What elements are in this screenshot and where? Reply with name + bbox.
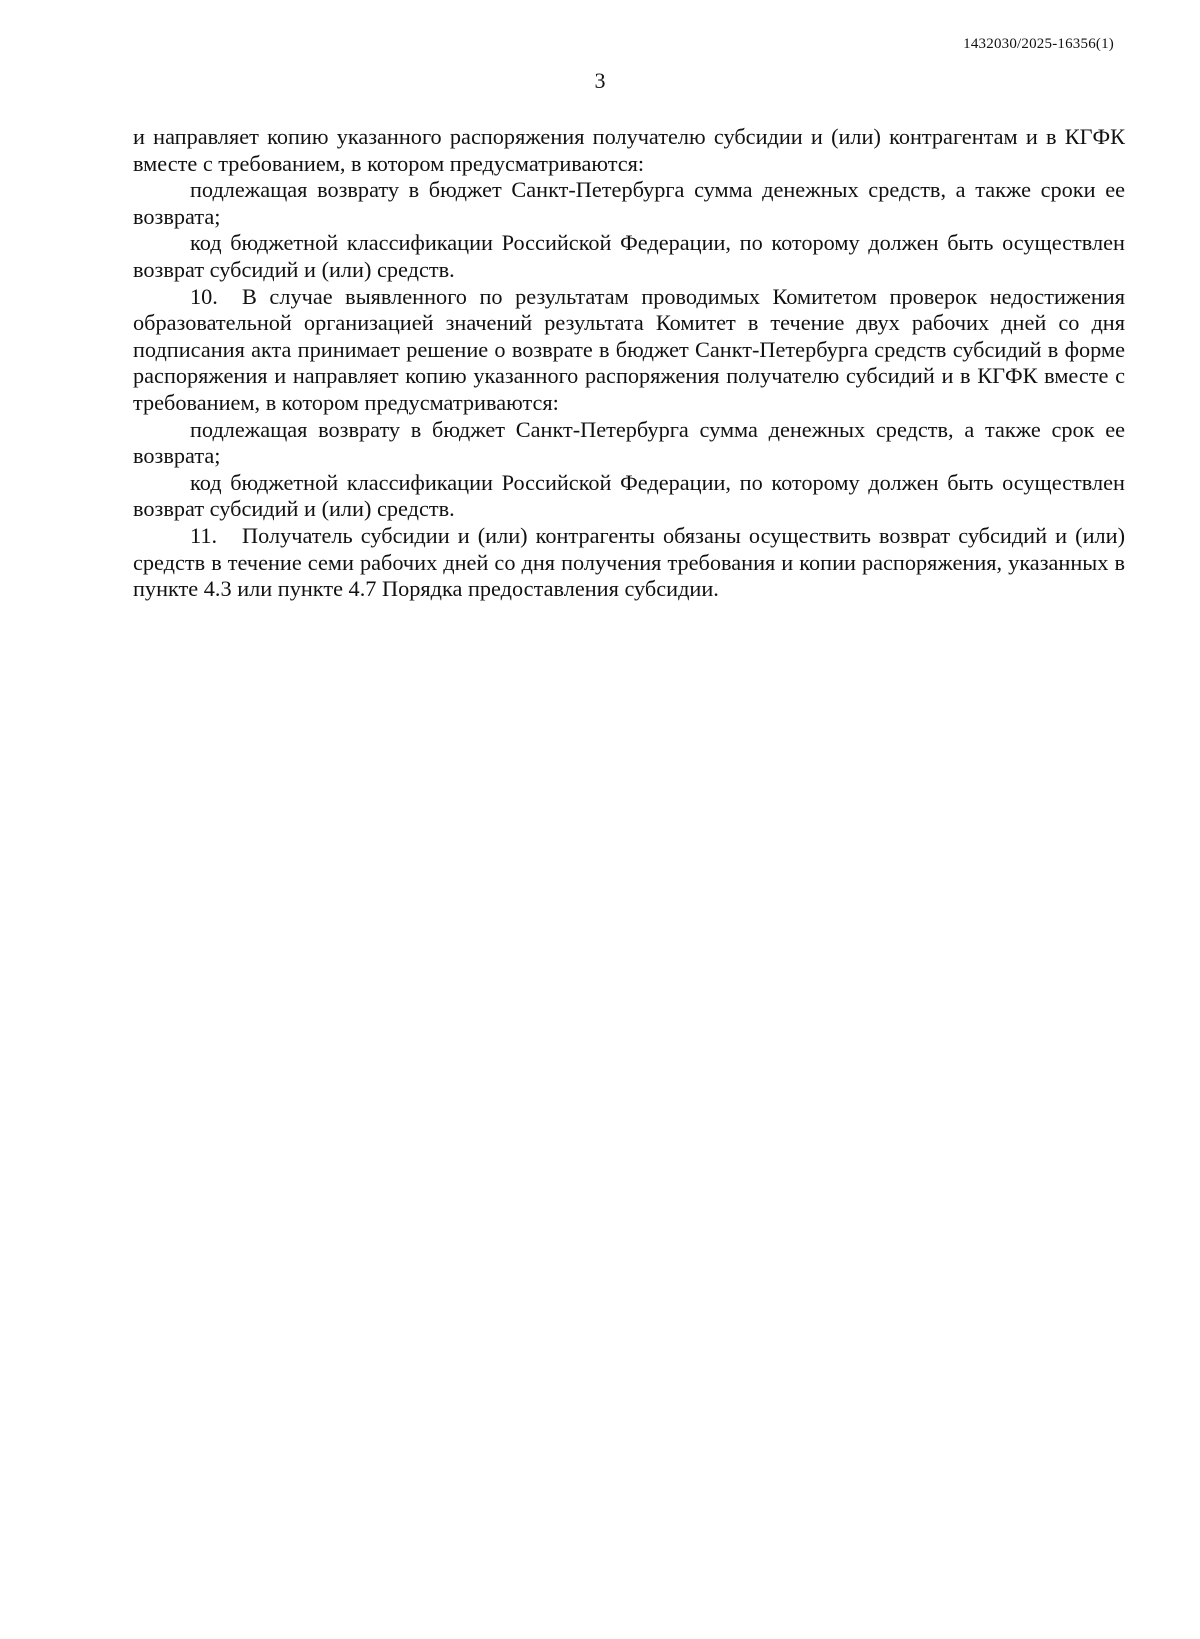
item-text: В случае выявленного по результатам проводимых Комитетом проверок недостижения образовательной организацией значений результата Комитет в течение двух рабочих дней со дня подписания акта принимает решение о возврате в бюджет Санкт-Петербурга средств субсидий в форме распоряжения и направляет копию указанного распоряжения получателю субсидий и в КГФК вместе с требованием, в котором предусматриваются: bbox=[133, 283, 1125, 415]
item-number: 10. bbox=[190, 283, 218, 309]
item-text: Получатель субсидии и (или) контрагенты обязаны осуществить возврат субсидий и (или) средств в течение семи рабочих дней со дня получения требования и копии распоряжения, указанных в пункте 4.3 или пункте 4.7 Порядка предоставления субсидии. bbox=[133, 522, 1125, 602]
paragraph-item-11 bbox=[133, 523, 1125, 603]
page-number: 3 bbox=[594, 68, 606, 93]
item-number: 11. bbox=[190, 522, 218, 548]
paragraph-sum-return: подлежащая возврату в бюджет Санкт-Петербурга сумма денежных средств, а также сроки ее возврата; bbox=[133, 177, 1125, 229]
document-body bbox=[133, 124, 1125, 603]
paragraph-budget-code-2: код бюджетной классификации Российской Федерации, по которому должен быть осуществлен возврат субсидий и (или) средств. bbox=[133, 469, 1125, 522]
paragraph-budget-code: код бюджетной классификации Российской Федерации, по которому должен быть осуществлен возврат субсидий и (или) средств. bbox=[133, 230, 1125, 282]
paragraph-item-10 bbox=[133, 284, 1125, 417]
paragraph-sum-return-2: подлежащая возврату в бюджет Санкт-Петербурга сумма денежных средств, а также срок ее возврата; bbox=[133, 416, 1125, 469]
paragraph-continuation: и направляет копию указанного распоряжения получателю субсидии и (или) контрагентам и в КГФК вместе с требованием, в котором предусматриваются: bbox=[133, 124, 1125, 176]
document-id: 1432030/2025-16356(1) bbox=[963, 36, 1114, 52]
